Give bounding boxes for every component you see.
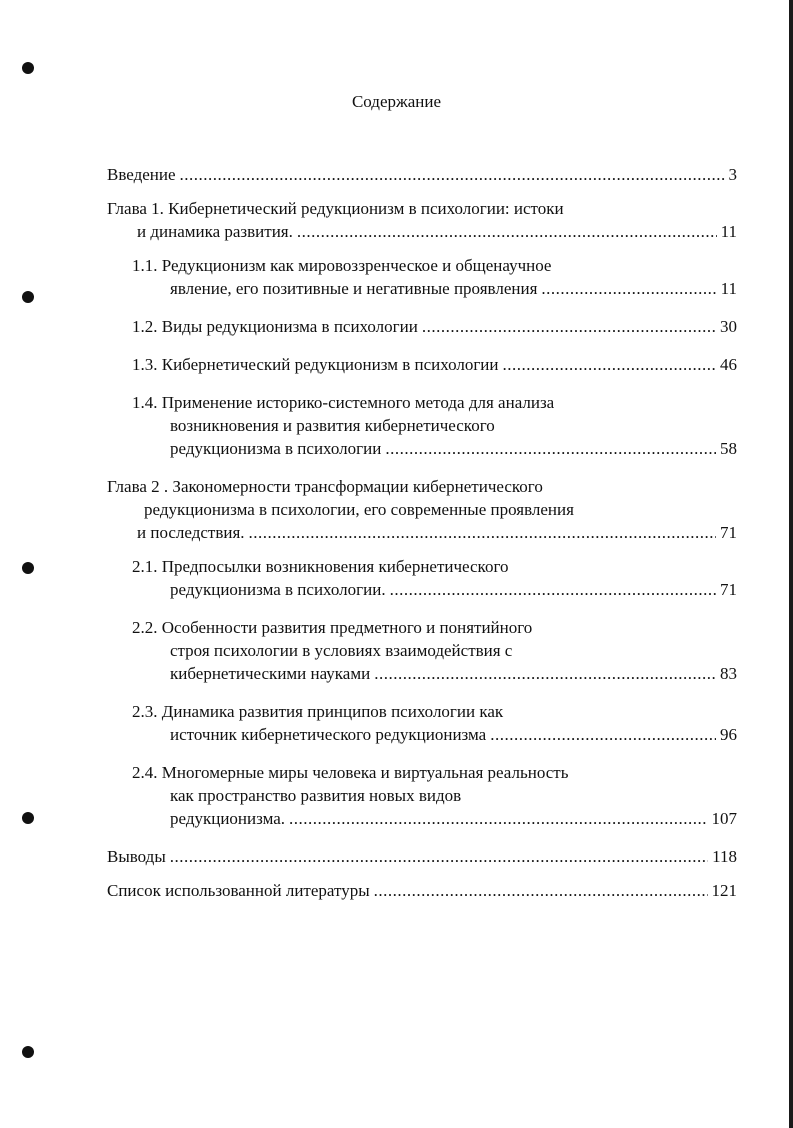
toc-page-number: 71 [720, 523, 737, 542]
toc-entry-section-1-3[interactable] [132, 353, 737, 376]
dot-leader [249, 521, 716, 544]
toc-entry-section-1-4[interactable] [132, 391, 737, 460]
toc-entry-title: 2.4. Многомерные миры человека и виртуальная реальность [132, 763, 569, 782]
toc-entry-title: Список использованной литературы [107, 881, 370, 900]
toc-page-number: 83 [720, 664, 737, 683]
dot-leader [490, 723, 716, 746]
toc-entry-references[interactable] [107, 879, 737, 902]
toc-entry-section-1-2[interactable] [132, 315, 737, 338]
toc-entry-title: 2.2. Особенности развития предметного и понятийного [132, 618, 533, 637]
toc-page-number: 11 [720, 279, 737, 298]
punch-hole [22, 812, 34, 824]
dot-leader [422, 315, 716, 338]
toc-page-number: 58 [720, 439, 737, 458]
toc-entry-title-cont: и последствия. [137, 523, 245, 542]
toc-entry-title-cont: кибернетическими науками [170, 664, 371, 683]
toc-entry-chapter-2[interactable] [107, 475, 737, 544]
toc-entry-section-2-2[interactable] [132, 616, 737, 685]
toc-page-number: 118 [712, 847, 737, 866]
toc-entry-title: 2.3. Динамика развития принципов психологии как [132, 702, 504, 721]
toc-page-number: 107 [711, 809, 737, 828]
toc-entry-section-2-3[interactable] [132, 700, 737, 746]
toc-entry-title: 1.1. Редукционизм как мировоззренческое и общенаучное [132, 256, 552, 275]
toc-entry-title-cont: как пространство развития новых видов [170, 786, 462, 805]
table-of-contents [107, 163, 737, 913]
toc-page-number: 71 [720, 580, 737, 599]
page-edge [789, 0, 793, 1128]
toc-entry-title: 1.2. Виды редукционизма в психологии [132, 317, 418, 336]
toc-entry-chapter-1[interactable] [107, 197, 737, 243]
toc-entry-title: Введение [107, 165, 176, 184]
toc-entry-section-2-4[interactable] [132, 761, 737, 830]
toc-entry-title-cont: редукционизма. [170, 809, 286, 828]
toc-entry-title-cont: редукционизма в психологии [170, 439, 382, 458]
toc-entry-title: 2.1. Предпосылки возникновения кибернетического [132, 557, 509, 576]
dot-leader [180, 163, 725, 186]
dot-leader [170, 845, 708, 868]
toc-page-number: 46 [720, 355, 737, 374]
toc-entry-section-2-1[interactable] [132, 555, 737, 601]
toc-page-number: 96 [720, 725, 737, 744]
punch-hole [22, 1046, 34, 1058]
toc-entry-section-1-1[interactable] [132, 254, 737, 300]
punch-hole [22, 562, 34, 574]
toc-entry-title-cont: редукционизма в психологии. [170, 580, 386, 599]
punch-hole [22, 291, 34, 303]
dot-leader [374, 879, 708, 902]
toc-entry-title: Глава 1. Кибернетический редукционизм в психологии: истоки [107, 199, 564, 218]
toc-entry-title-cont: источник кибернетического редукционизма [170, 725, 487, 744]
toc-page-number: 30 [720, 317, 737, 336]
dot-leader [385, 437, 716, 460]
dot-leader [503, 353, 717, 376]
toc-entry-introduction[interactable] [107, 163, 737, 186]
toc-entry-title-cont: явление, его позитивные и негативные проявления [170, 279, 538, 298]
toc-entry-conclusions[interactable] [107, 845, 737, 868]
toc-entry-title-cont: возникновения и развития кибернетического [170, 416, 495, 435]
toc-entry-title: 1.4. Применение историко-системного метода для анализа [132, 393, 555, 412]
dot-leader [297, 220, 717, 243]
dot-leader [374, 662, 716, 685]
toc-page-number: 11 [720, 222, 737, 241]
toc-page-number: 3 [728, 165, 737, 184]
dot-leader [390, 578, 716, 601]
page-title: Содержание [351, 92, 442, 111]
toc-entry-title: 1.3. Кибернетический редукционизм в психологии [132, 355, 499, 374]
toc-entry-title: Глава 2 . Закономерности трансформации кибернетического [107, 477, 543, 496]
toc-entry-title: Выводы [107, 847, 166, 866]
punch-hole [22, 62, 34, 74]
dot-leader [541, 277, 716, 300]
toc-entry-title-cont: редукционизма в психологии, его современные проявления [144, 500, 574, 519]
toc-entry-title-cont: строя психологии в условиях взаимодействия с [170, 641, 513, 660]
dot-leader [289, 807, 707, 830]
toc-page-number: 121 [711, 881, 737, 900]
toc-entry-title-cont: и динамика развития. [137, 222, 293, 241]
